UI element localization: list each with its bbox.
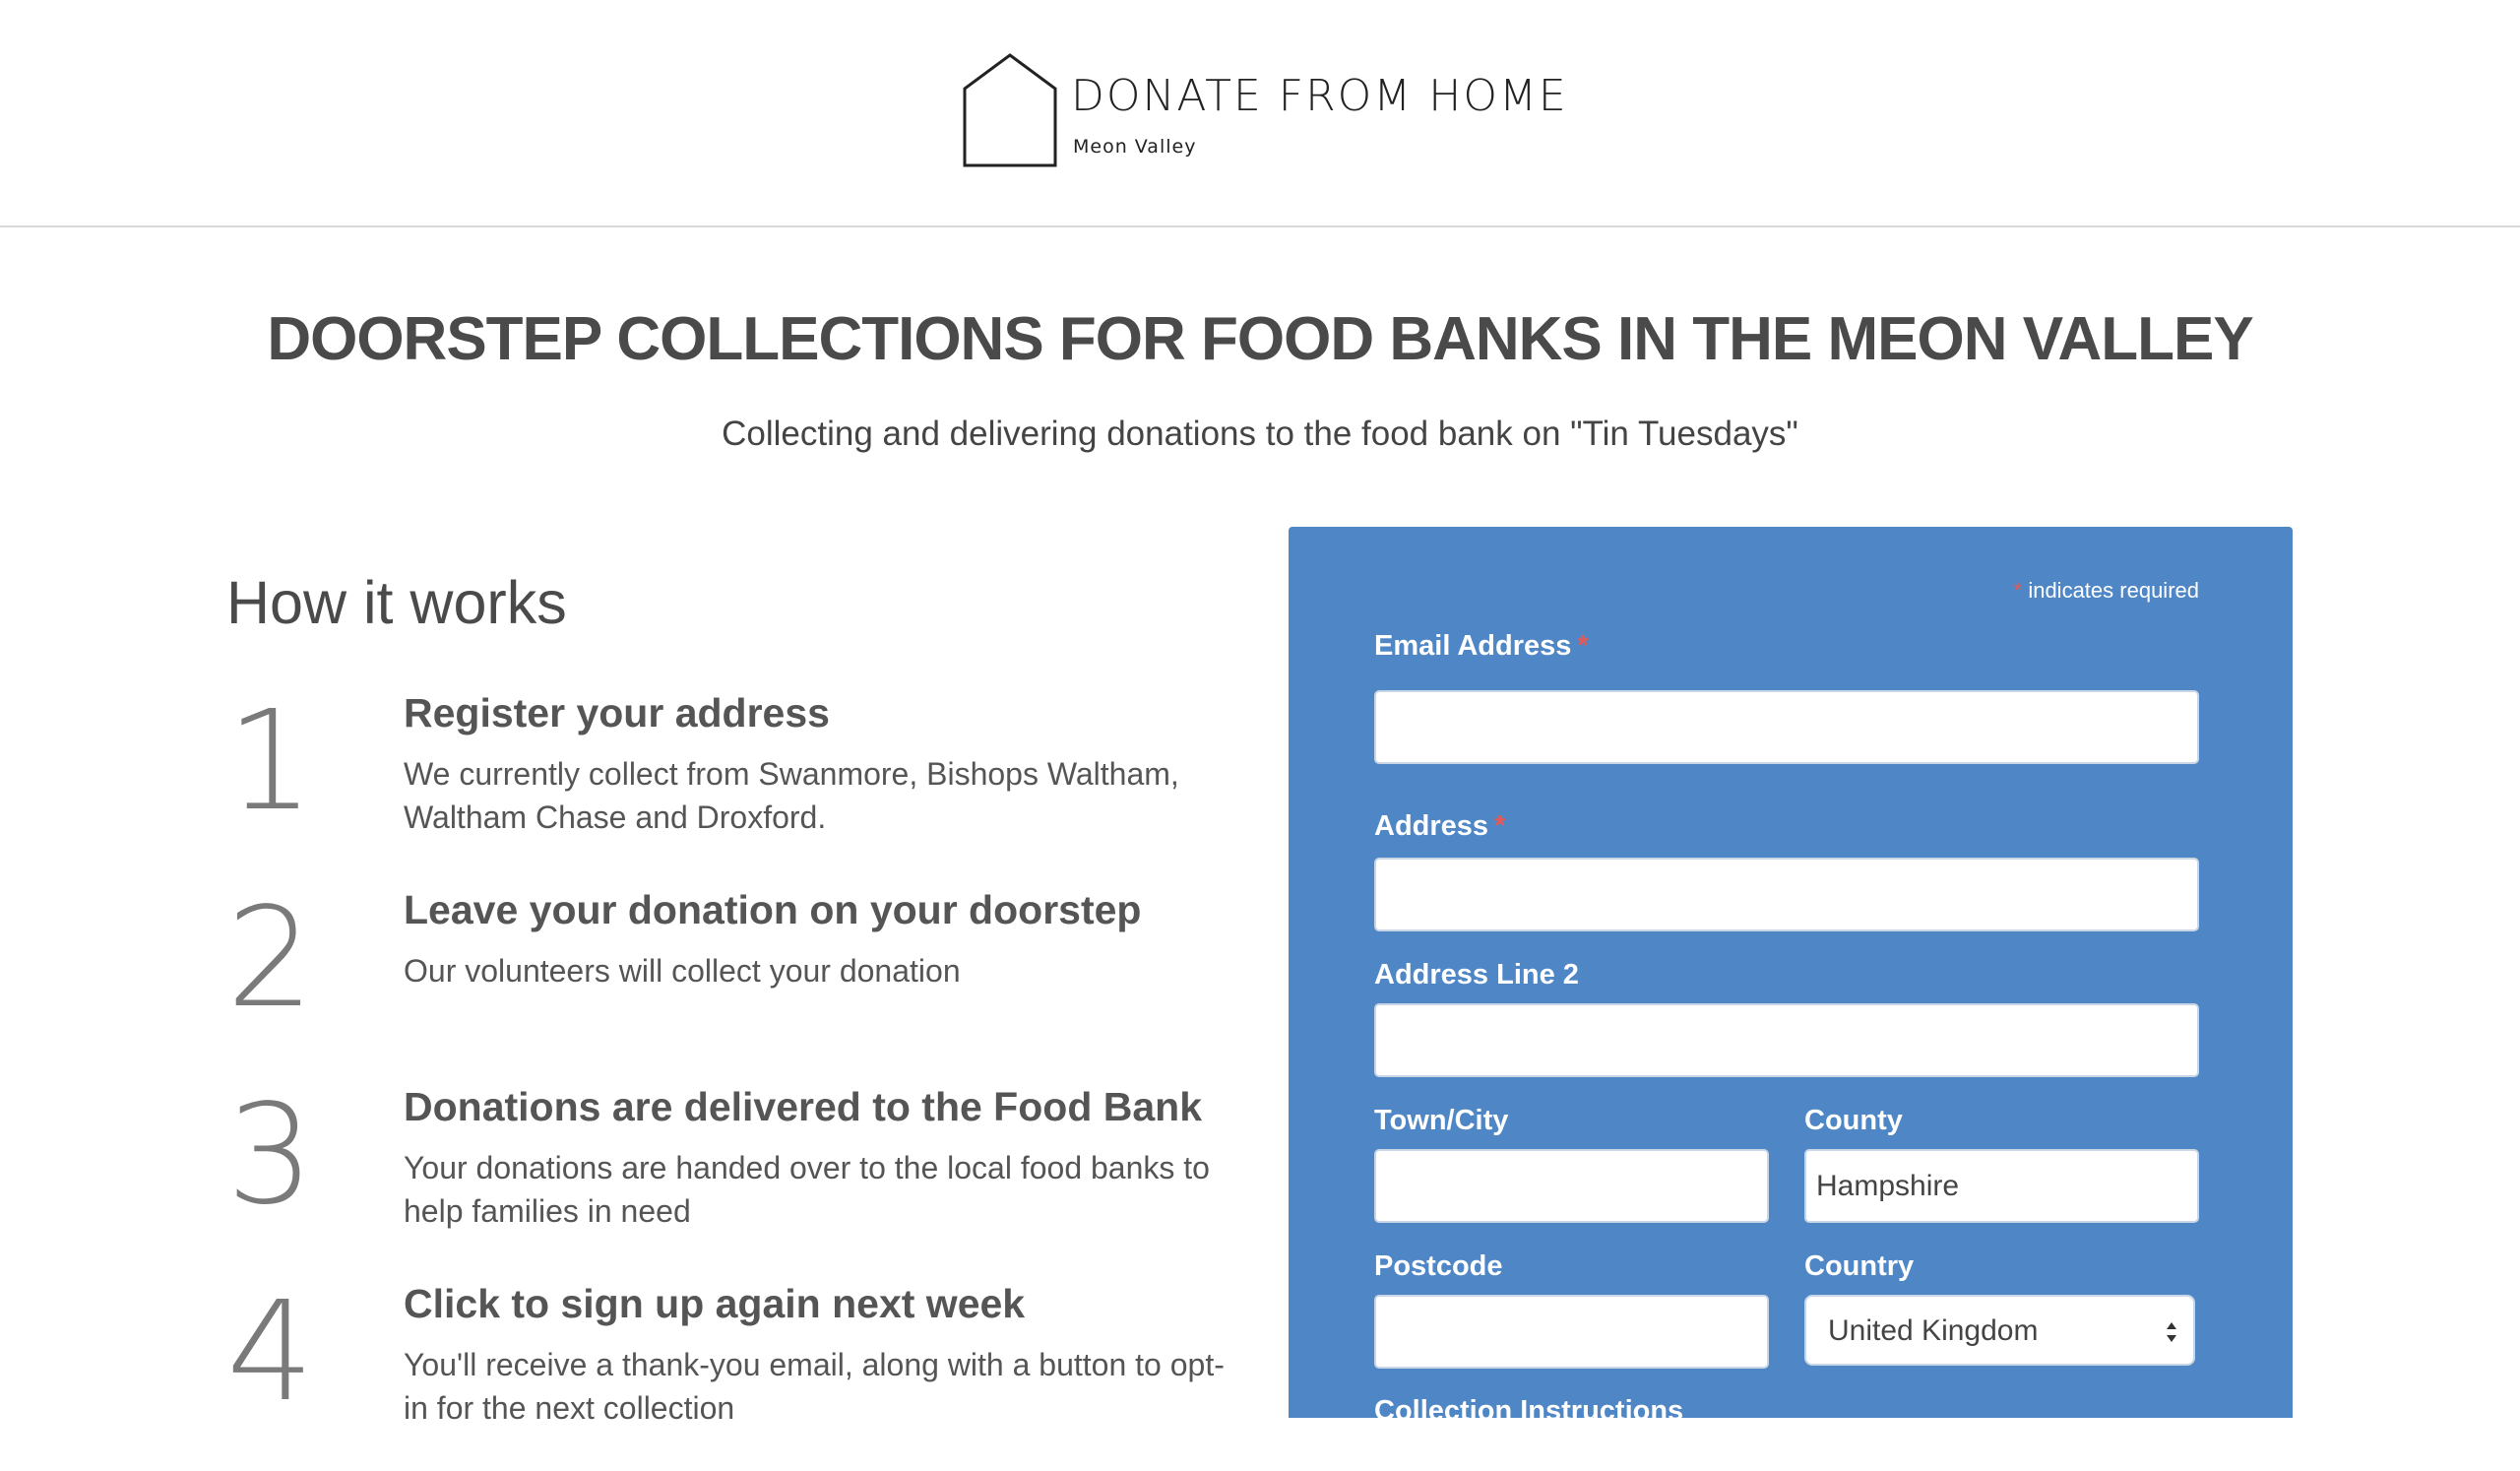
email-label: [1374, 628, 1589, 664]
town-city-field[interactable]: [1374, 1149, 1769, 1223]
town-city-label: Town/City: [1374, 1105, 1509, 1136]
site-logo[interactable]: [963, 53, 1573, 167]
address-field[interactable]: [1374, 858, 2199, 931]
email-field[interactable]: [1374, 690, 2199, 764]
required-note-text: indicates required: [2028, 578, 2199, 603]
step-heading: Register your address: [404, 690, 830, 736]
how-it-works-title: How it works: [226, 569, 567, 636]
site-header: [0, 0, 2520, 227]
collection-instructions-label: Collection Instructions: [1374, 1395, 1684, 1427]
postcode-label: Postcode: [1374, 1250, 1503, 1282]
email-label-text: Email Address: [1374, 630, 1572, 662]
logo-title: DONATE FROM HOME: [1071, 71, 1568, 121]
step-2: [226, 878, 1230, 1077]
country-select-value: United Kingdom: [1828, 1314, 2039, 1347]
step-heading: Donations are delivered to the Food Bank: [404, 1084, 1203, 1129]
step-4: [226, 1272, 1230, 1471]
step-number: 3: [226, 1075, 315, 1236]
required-asterisk: *: [1577, 630, 1589, 662]
step-number: 2: [226, 878, 315, 1039]
step-heading: Leave your donation on your doorstep: [404, 887, 1142, 932]
signup-form: [1289, 527, 2293, 1427]
page-title: DOORSTEP COLLECTIONS FOR FOOD BANKS IN THE MEON VALLEY: [267, 305, 2253, 373]
step-text: We currently collect from Swanmore, Bishops Waltham, Waltham Chase and Droxford.: [404, 756, 1179, 835]
step-text: Your donations are handed over to the local food banks to help families in need: [404, 1150, 1210, 1229]
step-heading: Click to sign up again next week: [404, 1281, 1026, 1326]
step-number: 1: [226, 681, 315, 842]
county-field[interactable]: [1804, 1149, 2199, 1223]
logo-subtitle: Meon Valley: [1073, 136, 1197, 158]
address-line-2-label: Address Line 2: [1374, 959, 1579, 991]
county-label: County: [1804, 1105, 1903, 1136]
country-select[interactable]: [1804, 1295, 2195, 1366]
step-text: Our volunteers will collect your donation: [404, 953, 961, 989]
step-3: [226, 1075, 1230, 1274]
step-text: You'll receive a thank-you email, along with a button to opt-in for the next collection: [404, 1347, 1225, 1426]
step-1: [226, 681, 1230, 880]
address-label-text: Address: [1374, 810, 1489, 842]
step-number: 4: [226, 1272, 315, 1433]
address-label: [1374, 808, 1505, 844]
country-label: Country: [1804, 1250, 1915, 1282]
select-arrows-icon: [2164, 1316, 2179, 1348]
house-outline-icon: [963, 53, 1057, 167]
address-line-2-field[interactable]: [1374, 1003, 2199, 1077]
required-asterisk: *: [1494, 810, 1506, 842]
postcode-field[interactable]: [1374, 1295, 1769, 1369]
required-note: [2014, 578, 2199, 604]
required-asterisk: *: [2013, 578, 2023, 603]
page-subtitle: Collecting and delivering donations to the food bank on "Tin Tuesdays": [722, 415, 1798, 453]
